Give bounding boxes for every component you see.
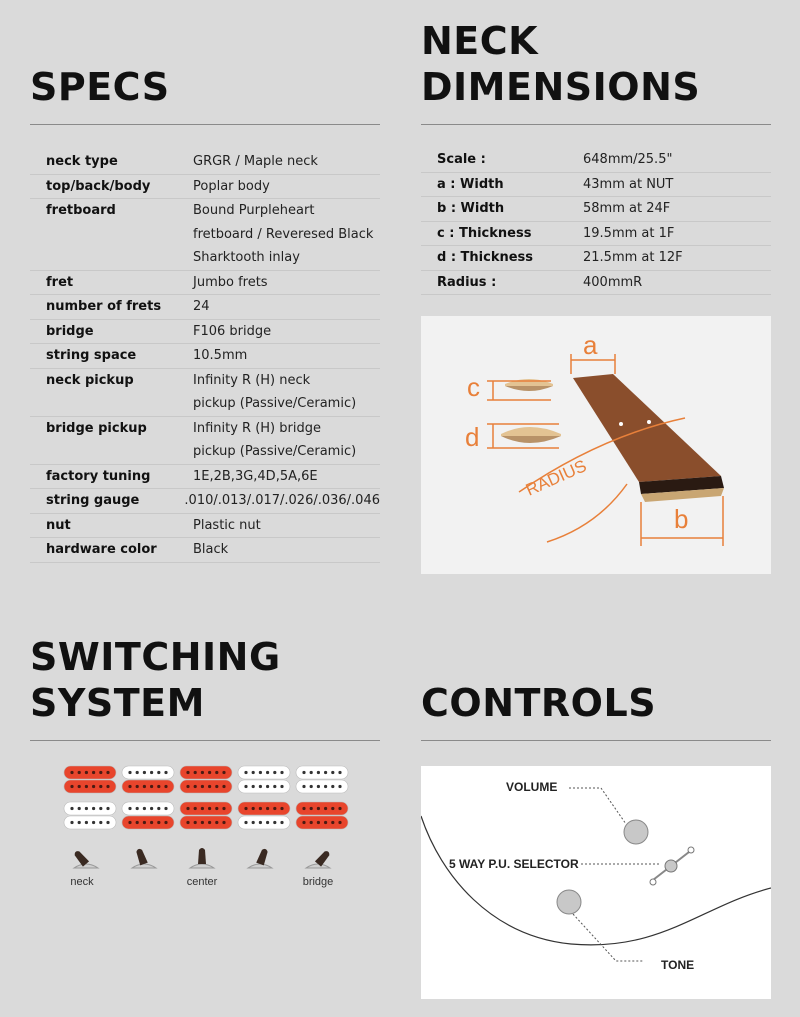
pole-piece [273, 821, 276, 824]
pole-piece [208, 807, 211, 810]
spec-value-line: .010/.013/.017/.026/.036/.046 [184, 493, 380, 508]
spec-value-line: Black [193, 542, 229, 557]
pickup-position [64, 766, 116, 829]
pole-piece [201, 821, 204, 824]
pole-piece [259, 785, 262, 788]
pole-piece [150, 821, 153, 824]
pole-piece [186, 821, 189, 824]
pole-piece [252, 785, 255, 788]
pole-piece [244, 771, 247, 774]
pole-piece [338, 821, 341, 824]
pole-piece [280, 785, 283, 788]
spec-value [193, 417, 380, 464]
neck-value: 58mm at 24F [583, 201, 671, 216]
pole-piece [194, 785, 197, 788]
pole-piece [128, 807, 131, 810]
spec-row [30, 538, 380, 563]
pole-piece [338, 807, 341, 810]
spec-value-line: fretboard / Reveresed Black [193, 226, 374, 242]
profile-d-shape [501, 427, 561, 436]
controls-diagram-panel [421, 766, 771, 999]
spec-label: bridge pickup [46, 420, 147, 436]
pole-piece [194, 821, 197, 824]
pole-piece [99, 821, 102, 824]
neck-value: 648mm/25.5" [583, 152, 673, 167]
pickup-position [296, 766, 348, 829]
guitar-body-outline [421, 816, 771, 945]
pole-piece [201, 785, 204, 788]
pole-piece [317, 821, 320, 824]
pole-piece [215, 771, 218, 774]
spec-row [30, 175, 380, 200]
pole-piece [92, 771, 95, 774]
pole-piece [194, 807, 197, 810]
neck-label: Radius : [437, 274, 497, 290]
pole-piece [266, 771, 269, 774]
pole-piece [252, 821, 255, 824]
pole-piece [310, 785, 313, 788]
pole-piece [99, 807, 102, 810]
pole-piece [143, 771, 146, 774]
label-radius: RADIUS [522, 456, 590, 500]
switch-lever-icon [132, 848, 156, 868]
pole-piece [244, 785, 247, 788]
spec-value-line: F106 bridge [193, 323, 272, 339]
spec-row [30, 369, 380, 417]
pole-piece [186, 807, 189, 810]
neck-label: d : Thickness [437, 250, 534, 265]
spec-value-line: Bound Purpleheart [193, 203, 315, 218]
pole-piece [252, 807, 255, 810]
pole-piece [128, 785, 131, 788]
pole-piece [70, 785, 73, 788]
spec-value-line: Infinity R (H) bridge [193, 420, 321, 436]
pole-piece [99, 771, 102, 774]
pole-piece [222, 785, 225, 788]
pole-piece [157, 771, 160, 774]
neck-diagram [421, 316, 771, 574]
neck-value: 43mm at NUT [583, 176, 674, 192]
pole-piece [273, 807, 276, 810]
pole-piece [222, 821, 225, 824]
pole-piece [324, 821, 327, 824]
profile-c-shape [505, 379, 553, 386]
tone-knob [557, 890, 581, 914]
switch-lever-icon [190, 848, 214, 868]
spec-value [193, 369, 380, 416]
spec-label: neck type [46, 154, 118, 169]
spec-label: neck pickup [46, 372, 134, 388]
pole-piece [280, 771, 283, 774]
switch-lever-icon [73, 849, 98, 868]
spec-label: number of frets [46, 299, 162, 314]
controls-title: CONTROLS [421, 681, 657, 725]
pole-piece [302, 807, 305, 810]
pole-piece [280, 807, 283, 810]
spec-value [193, 271, 380, 295]
neck-value: 21.5mm at 12F [583, 250, 683, 265]
pole-piece [136, 785, 139, 788]
pole-piece [150, 771, 153, 774]
pole-piece [143, 807, 146, 810]
pickup-position [238, 766, 290, 829]
switch-label-bridge: bridge [302, 876, 334, 888]
pole-piece [201, 771, 204, 774]
pole-piece [331, 821, 334, 824]
pole-piece [215, 785, 218, 788]
pole-piece [324, 785, 327, 788]
spec-value [193, 295, 380, 319]
spec-value [193, 465, 380, 489]
pole-piece [157, 821, 160, 824]
neck-row [421, 222, 771, 247]
pole-piece [302, 771, 305, 774]
pole-piece [310, 771, 313, 774]
controls-divider [421, 740, 771, 741]
switch-lever-icon [248, 848, 272, 868]
spec-label: bridge [46, 323, 94, 339]
pole-piece [317, 807, 320, 810]
switching-title-line1: SWITCHING [30, 635, 281, 679]
selector-switch [650, 847, 694, 885]
pole-piece [280, 821, 283, 824]
pole-piece [215, 807, 218, 810]
pole-piece [92, 785, 95, 788]
spec-row [30, 417, 380, 465]
pole-piece [259, 807, 262, 810]
spec-row [30, 150, 380, 175]
spec-value [193, 514, 380, 538]
spec-value [193, 199, 380, 270]
pole-piece [208, 785, 211, 788]
neck-title-line1: NECK [421, 19, 539, 63]
pole-piece [252, 771, 255, 774]
pole-piece [150, 785, 153, 788]
pole-piece [201, 807, 204, 810]
spec-label: string space [46, 348, 137, 363]
switching-title [30, 634, 281, 726]
pole-piece [143, 821, 146, 824]
pole-piece [85, 771, 88, 774]
pole-piece [331, 785, 334, 788]
neck-value: 19.5mm at 1F [583, 225, 675, 241]
pickup-position [122, 766, 174, 829]
spec-label: top/back/body [46, 178, 151, 194]
pole-piece [92, 821, 95, 824]
spec-row [30, 295, 380, 320]
pole-piece [150, 807, 153, 810]
pole-piece [128, 771, 131, 774]
pole-piece [338, 785, 341, 788]
pole-piece [331, 807, 334, 810]
label-c: c [467, 372, 480, 402]
pole-piece [70, 771, 73, 774]
switching-title-line2: SYSTEM [30, 681, 205, 725]
neck-title [421, 18, 700, 110]
spec-value [184, 489, 380, 513]
neck-table [421, 148, 771, 295]
switch-lever-icon [306, 849, 331, 868]
neck-row [421, 148, 771, 173]
spec-value-line: 10.5mm [193, 348, 248, 363]
specs-title: SPECS [30, 65, 170, 109]
pole-piece [244, 821, 247, 824]
pole-piece [143, 785, 146, 788]
pole-piece [78, 785, 81, 788]
pole-piece [215, 821, 218, 824]
volume-knob [624, 820, 648, 844]
pole-piece [85, 807, 88, 810]
pole-piece [324, 771, 327, 774]
selector-label: 5 WAY P.U. SELECTOR [449, 857, 579, 871]
pole-piece [106, 807, 109, 810]
spec-row [30, 489, 380, 514]
label-d: d [465, 422, 480, 452]
pole-piece [259, 771, 262, 774]
pole-piece [194, 771, 197, 774]
switch-label-center: center [186, 876, 218, 888]
neck-row [421, 271, 771, 296]
spec-label: fret [46, 274, 74, 290]
switching-diagram [60, 760, 360, 900]
pole-piece [164, 821, 167, 824]
pole-piece [85, 785, 88, 788]
pole-piece [78, 771, 81, 774]
spec-value-line: Sharktooth inlay [193, 250, 300, 265]
spec-row [30, 199, 380, 271]
neck-title-line2: DIMENSIONS [421, 65, 701, 109]
pole-piece [99, 785, 102, 788]
spec-row [30, 344, 380, 369]
pole-piece [222, 807, 225, 810]
spec-row [30, 514, 380, 539]
pole-piece [273, 785, 276, 788]
spec-value-line: 1E,2B,3G,4D,5A,6E [193, 468, 318, 484]
pole-piece [338, 771, 341, 774]
pole-piece [136, 821, 139, 824]
pole-piece [324, 807, 327, 810]
pole-piece [164, 807, 167, 810]
spec-label: hardware color [46, 542, 157, 557]
spec-value [193, 538, 380, 562]
spec-value-line: GRGR / Maple neck [193, 154, 318, 169]
pole-piece [208, 821, 211, 824]
switch-label-neck: neck [70, 876, 94, 888]
spec-value-line: 24 [193, 299, 210, 314]
spec-value-line: Infinity R (H) neck [193, 372, 311, 388]
pole-piece [78, 807, 81, 810]
pole-piece [106, 771, 109, 774]
controls-diagram [421, 766, 771, 999]
spec-row [30, 320, 380, 345]
pole-piece [302, 785, 305, 788]
label-a: a [583, 330, 598, 360]
pole-piece [85, 821, 88, 824]
neck-divider [421, 124, 771, 125]
spec-row [30, 465, 380, 490]
pole-piece [106, 785, 109, 788]
pole-piece [302, 821, 305, 824]
pole-piece [310, 821, 313, 824]
pole-piece [310, 807, 313, 810]
spec-label: string gauge [46, 493, 140, 508]
pole-piece [70, 807, 73, 810]
neck-row [421, 197, 771, 222]
spec-value-line: pickup (Passive/Ceramic) [193, 396, 357, 411]
pole-piece [136, 807, 139, 810]
neck-label: b : Width [437, 201, 505, 216]
neck-diagram-panel [421, 316, 771, 574]
pole-piece [157, 785, 160, 788]
pole-piece [273, 771, 276, 774]
tone-label: TONE [661, 958, 695, 972]
switching-divider [30, 740, 380, 741]
pole-piece [78, 821, 81, 824]
pole-piece [164, 785, 167, 788]
pole-piece [244, 807, 247, 810]
spec-value-line: Poplar body [193, 178, 270, 194]
pole-piece [106, 821, 109, 824]
neck-row [421, 246, 771, 271]
spec-label: factory tuning [46, 468, 151, 484]
pole-piece [259, 821, 262, 824]
neck-label: Scale : [437, 152, 486, 167]
pole-piece [317, 771, 320, 774]
pole-piece [92, 807, 95, 810]
pole-piece [331, 771, 334, 774]
spec-value [193, 150, 380, 174]
specs-divider [30, 124, 380, 125]
spec-value [193, 175, 380, 199]
spec-row [30, 271, 380, 296]
spec-label: nut [46, 517, 71, 533]
spec-value [193, 344, 380, 368]
spec-value-line: Plastic nut [193, 517, 261, 533]
pole-piece [186, 771, 189, 774]
pole-piece [208, 771, 211, 774]
spec-value-line: pickup (Passive/Ceramic) [193, 444, 357, 459]
neck-label: c : Thickness [437, 225, 532, 241]
pole-piece [222, 771, 225, 774]
pole-piece [157, 807, 160, 810]
spec-value [193, 320, 380, 344]
pickup-position [180, 766, 232, 829]
label-b: b [674, 504, 689, 534]
pole-piece [317, 785, 320, 788]
spec-label: fretboard [46, 203, 116, 218]
volume-label: VOLUME [506, 780, 558, 794]
pole-piece [128, 821, 131, 824]
pole-piece [164, 771, 167, 774]
pole-piece [186, 785, 189, 788]
pole-piece [266, 807, 269, 810]
pole-piece [136, 771, 139, 774]
pole-piece [266, 821, 269, 824]
spec-value-line: Jumbo frets [193, 274, 268, 290]
neck-value: 400mmR [583, 274, 643, 290]
neck-row [421, 173, 771, 198]
specs-table [30, 150, 380, 563]
pole-piece [266, 785, 269, 788]
pole-piece [70, 821, 73, 824]
neck-label: a : Width [437, 176, 504, 192]
